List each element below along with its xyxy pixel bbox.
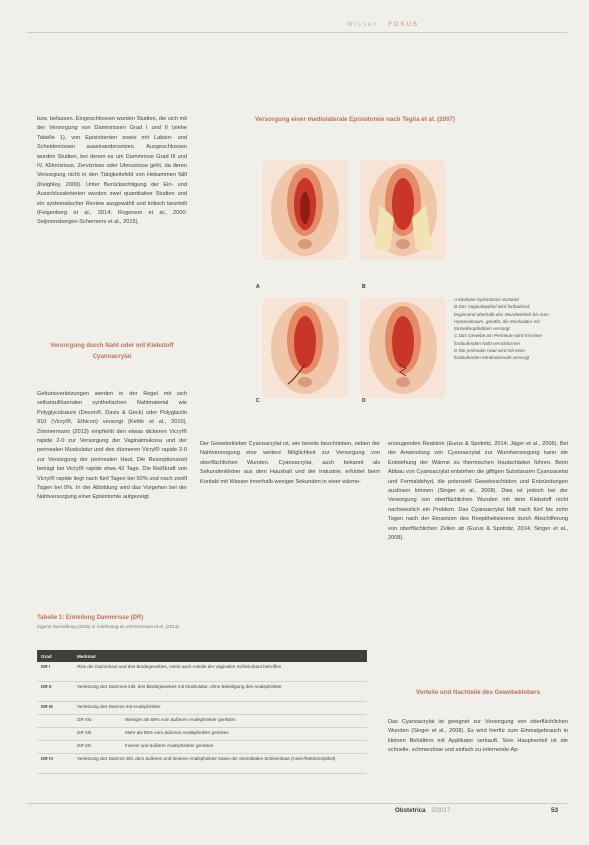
grade-cell: DR III bbox=[37, 702, 73, 715]
description-cell: Innerer und äußerer Analsphinkter gerissen bbox=[121, 741, 367, 754]
grade-cell: DR IV bbox=[37, 754, 73, 774]
grade-cell bbox=[37, 728, 73, 741]
column-3-text bbox=[388, 440, 568, 543]
table-row bbox=[37, 728, 367, 741]
table-header: Grad bbox=[37, 650, 73, 662]
table-row bbox=[37, 715, 367, 728]
illustration-b bbox=[360, 160, 446, 260]
subgrade-cell: DR IIIb bbox=[73, 728, 121, 741]
perineum-illustration bbox=[360, 160, 446, 260]
description-cell: Weniger als 50% vom äußeren Analsphinkter gerissen bbox=[121, 715, 367, 728]
legend-item: A Mediane Episiotomie Zustand bbox=[454, 297, 519, 302]
header-rule bbox=[27, 32, 567, 33]
table-row bbox=[37, 741, 367, 754]
subgrade-cell: DR IIIc bbox=[73, 741, 121, 754]
journal-name: Obstetrica bbox=[395, 807, 426, 814]
running-header bbox=[347, 22, 419, 28]
grade-cell bbox=[37, 741, 73, 754]
figure-label: D bbox=[362, 398, 366, 404]
journal-issue: 5/2017 bbox=[431, 807, 451, 814]
perineum-illustration bbox=[262, 298, 348, 398]
header-brand: FOKUS bbox=[388, 22, 419, 28]
dammriss-table bbox=[37, 650, 367, 774]
column-3-text-lower bbox=[388, 718, 568, 756]
table-row bbox=[37, 662, 367, 682]
header-category: Wissen bbox=[346, 22, 379, 28]
grade-cell: DR II bbox=[37, 682, 73, 702]
table-row bbox=[37, 702, 367, 715]
table-row bbox=[37, 682, 367, 702]
perineum-illustration bbox=[262, 160, 348, 260]
paragraph: erzeugenden Reaktion (Eurus & Spotnitz, 2014; Jäger et al., 2006). Bei der Anwendung von Cyanoacrylat zur Wundversorgung kann die Entstehung der Wärme zu thermischen Hautschäden führen. Beim Abbau von Cyanoacrylat entstehen die giftigen Substanzen Cyanoacetat und Formaldehyd, die potenziell Gewebeschäden und Entzündungen auslösen können (Singer et al., 2008). Dies ist jedoch bei der Versorgung von oberflächlichen Wunden mit dem Klebstoff nicht nachweislich ein Problem. Das Cyanoacrylat fällt nach fünf bis zehn Tagen nach der Einsetzen des Reepithelisierens durch Abschilferung von oberflächlichen Zellen ab (Eurus & Spotnitz, 2014; Singer et al., 2008). bbox=[388, 441, 568, 542]
description-cell: Riss der Dammhaut und des Bindegewebes, meist auch Anteile der vaginalen Schleimhaut betroffen bbox=[73, 662, 367, 682]
description-cell: Mehr als 50% vom äußeren Analsphinkter gerissen bbox=[121, 728, 367, 741]
description-cell: Verletzung des Dammes inkl. des Bindegewebes mit Muskulatur, ohne Beteiligung des Analsphinkter bbox=[73, 682, 367, 702]
table-caption: Eigene Darstellung (2016) in Anlehnung an Zimmermann et al. (2013) bbox=[37, 624, 179, 629]
description-cell: Verletzung des Damms inkl. dem äußeren und inneren Analsphinkter sowie der anorektalen Schleimhaut (Anal-/Rektumepithel) bbox=[73, 754, 367, 774]
grade-cell: DR I bbox=[37, 662, 73, 682]
perineum-illustration bbox=[360, 298, 446, 398]
paragraph: Geburtsverletzungen werden in der Regel mit sich selbstauflösenden synthetischen Nahtmaterial wie Polyglycolsäure (Dexon®, Davis & Geck) oder Polyglactin 910 (Vicryl®, Ethicon) versorgt (Kettle et al., 2010). Zimmermann (2013) empfiehlt den etwas dickeren Vicryl® rapide 2-0 zur Versorgung der Vaginalmukosa und der perinealen Muskulatur und den dünneren Vicryl® rapide 3-0 zur Versorgung der perinealen Haut. Die Resorptionszeit beträgt bei Vicryl® rapide etwa 42 Tage. Die Reißkraft von Vicryl® rapide liegt nach fünf Tagen bei 50% und nach zwölf Tagen bei 0%. In der Abbildung wird das Vorgehen bei der Nahtversorgung einer Episiotomie aufgezeigt. bbox=[37, 391, 187, 501]
illustration-c bbox=[262, 298, 348, 398]
legend-item: D Die perineale Haut wird mit einer fortlaufenden Intrakutannaht versorgt bbox=[454, 348, 530, 361]
paragraph: Das Cyanoacrylat ist geeignet zur Versorgung von oberflächlichen Wunden (Singer et al., 2008). Es wird hierfür zum Einmalgebrauch in kleinen Behältern mit Applikator verkauft. Sein Hauptvorteil ist die schnelle, schmerzlose und einfach zu erlernende Ap- bbox=[388, 719, 568, 754]
paragraph: bzw. befassen. Eingeschlossen wurden Studien, die sich mit der Versorgung von Dammrissen Grad I und II (siehe Tabelle 1), von Episiotomien sowie mit Labien- und Scheidenrissen auseinandersetzen. Ausgeschlossen wurden Studien, bei denen es um Dammrisse Grad III und IV, Klitorisrisse, Zervixrisse oder Uterusrisse geht, da deren Versorgung nicht in den Tätigkeitsfeld von Hebammen fällt (Keighley, 2009). Unter Berücksichtigung der Ein- und Ausschlusskriterien wurden zwei quantitative Studien und ein systematischer Review ausgewählt und kritisch beurteilt (Feigenberg et al., 2014; Rogerson et al., 2000; Seijmonsbergen-Schermers et al., 2015). bbox=[37, 116, 187, 226]
description-cell: Verletzung des Damms mit Analsphinkter bbox=[73, 702, 367, 715]
footer-rule bbox=[27, 803, 567, 804]
grade-cell bbox=[37, 715, 73, 728]
column-1-text-lower bbox=[37, 390, 187, 503]
illustration-d bbox=[360, 298, 446, 398]
figure-title: Versorgung einer mediolaterale Episiotomie nach Teglia et al. (2007) bbox=[255, 116, 456, 123]
subgrade-cell: DR IIIa bbox=[73, 715, 121, 728]
table-title: Tabelle 1: Einteilung Dammrisse (DR) bbox=[37, 615, 144, 621]
table-row bbox=[37, 754, 367, 774]
figure-label: C bbox=[256, 398, 260, 404]
column-2-text bbox=[200, 440, 380, 487]
table-header-row bbox=[37, 650, 367, 662]
legend-item: B Das Vaginalepithel wird fortlaufend, beginnend oberhalb des Wundwinkels bis zum Hymenalsaum, genäht, die Muskulatur mit Einzelknopfnähten versorgt bbox=[454, 304, 549, 332]
section-subheading: Vorteile und Nachteile des Gewebeklebers bbox=[415, 689, 541, 696]
paragraph: Der Gewebekleber Cyanoacrylat ist, wie bereits beschrieben, neben der Nahtversorgung eine weitere Möglichkeit zur Versorgung von oberflächlichen Wunden. Cyanoacrylat, auch bekannt als Sekundenkleber aus dem Haushalt und der Industrie, erhärtet beim Kontakt mit Wasser innerhalb weniger Sekunden in einer wärme- bbox=[200, 441, 380, 485]
illustration-a bbox=[262, 160, 348, 260]
page-number: 53 bbox=[551, 807, 559, 814]
column-1-text bbox=[37, 115, 187, 228]
figure-label: B bbox=[362, 284, 366, 290]
figure-legend bbox=[454, 296, 550, 362]
table-header: Merkmal bbox=[73, 650, 367, 662]
legend-item: C Das Gewebe am Perineum wird mit einer fortlaufenden Naht verschlossen bbox=[454, 333, 543, 346]
section-subheading: Versorgung durch Naht oder mit Klebstoff Cyanoacrylat bbox=[50, 342, 174, 360]
journal-footer bbox=[395, 807, 450, 814]
figure-label: A bbox=[256, 284, 260, 290]
